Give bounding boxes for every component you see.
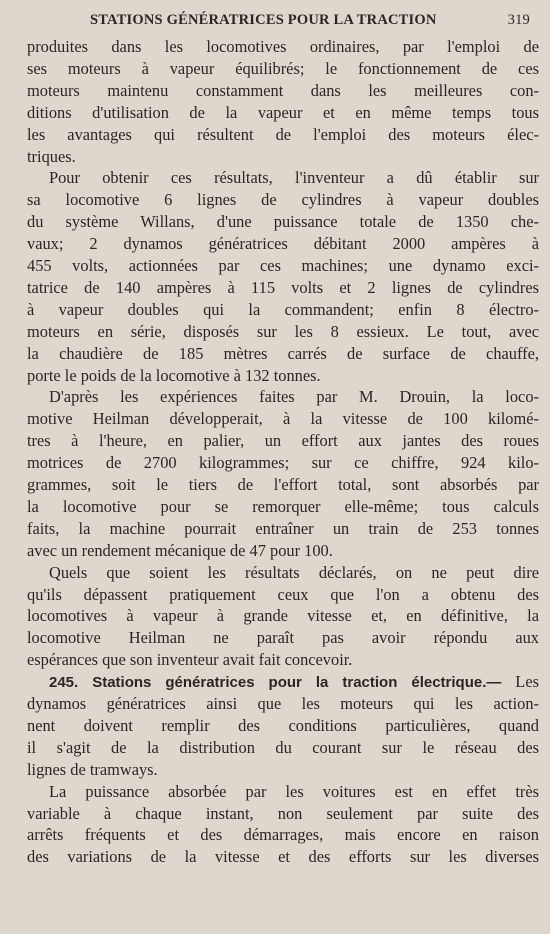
text-line: qu'ils dépassent pratiquement ceux que l'on a obtenu des: [27, 584, 539, 604]
text-line: la locomotive pour se remorquer elle-même; tous calculs: [27, 496, 539, 516]
text-line: Quels que soient les résultats déclarés, on ne peut dire: [49, 562, 539, 582]
running-title: STATIONS GÉNÉRATRICES POUR LA TRACTION: [90, 12, 437, 28]
text-line: ses moteurs à vapeur équilibrés; le fonctionnement de ces: [27, 58, 539, 78]
text-line: 455 volts, actionnées par ces machines; une dynamo exci-: [27, 256, 539, 275]
text-line: moteurs en série, disposés sur les 8 essieux. Le tout, avec: [27, 321, 539, 341]
text-line: tatrice de 140 ampères à 115 volts et 2 lignes de cylindres: [27, 277, 539, 297]
page-number: 319: [507, 12, 530, 28]
text-line: porte le poids de la locomotive à 132 tonnes.: [27, 365, 321, 385]
text-line: moteurs maintenu constamment dans les meilleures con-: [27, 80, 539, 100]
text-line: grammes, soit le tiers de l'effort total, sont absorbés par: [27, 475, 539, 494]
text-line: avec un rendement mécanique de 47 pour 100.: [27, 540, 333, 560]
text-line: La puissance absorbée par les voitures est en effet très: [49, 781, 539, 801]
text-line: nent doivent remplir des conditions particulières, quand: [27, 715, 539, 735]
text-line: D'après les expériences faites par M. Drouin, la loco-: [49, 387, 539, 407]
text-line: faits, la machine pourrait entraîner un train de 253 tonnes: [27, 518, 539, 538]
text-line: la chaudière de 185 mètres carrés de surface de chauffe,: [27, 343, 539, 363]
text-line: vaux; 2 dynamos génératrices débitant 2000 ampères à: [27, 234, 539, 254]
text-line: tres à l'heure, en palier, un effort aux jantes des roues: [27, 431, 539, 451]
text-line: variable à chaque instant, non seulement par suite des: [27, 803, 539, 823]
text-line: espérances que son inventeur avait fait concevoir.: [27, 650, 353, 670]
text-line: locomotive Heilman ne paraît pas avoir répondu aux: [27, 628, 539, 648]
text-line: triques.: [27, 146, 76, 166]
text-line: lignes de tramways.: [27, 759, 158, 779]
section-heading-line: [49, 671, 539, 694]
text-line: à vapeur doubles qui la commandent; enfin 8 électro-: [27, 299, 539, 319]
text-line: ditions d'utilisation de la vapeur et en même temps tous: [27, 102, 539, 122]
section-text: Les: [501, 672, 539, 692]
text-line: produites dans les locomotives ordinaires, par l'emploi de: [27, 37, 539, 56]
text-line: du système Willans, d'une puissance totale de 1350 che-: [27, 212, 539, 232]
text-line: sa locomotive 6 lignes de cylindres à vapeur doubles: [27, 190, 539, 210]
text-line: il s'agit de la distribution du courant sur le réseau des: [27, 737, 539, 757]
section-title: Stations génératrices pour la traction électrique.—: [92, 674, 502, 692]
section-number: 245.: [49, 674, 93, 692]
text-line: les avantages qui résultent de l'emploi des moteurs élec-: [27, 124, 539, 144]
text-line: dynamos génératrices ainsi que les moteurs qui les action-: [27, 694, 539, 713]
text-line: arrêts fréquents et des démarrages, mais encore en raison: [27, 825, 539, 845]
text-line: motrices de 2700 kilogrammes; sur ce chiffre, 924 kilo-: [27, 453, 539, 473]
text-line: motive Heilman développerait, à la vitesse de 100 kilomé-: [27, 409, 539, 429]
text-line: locomotives à vapeur à grande vitesse et, en définitive, la: [27, 606, 539, 626]
text-line: des variations de la vitesse et des efforts sur les diverses: [27, 847, 539, 867]
text-line: Pour obtenir ces résultats, l'inventeur a dû établir sur: [49, 168, 539, 188]
